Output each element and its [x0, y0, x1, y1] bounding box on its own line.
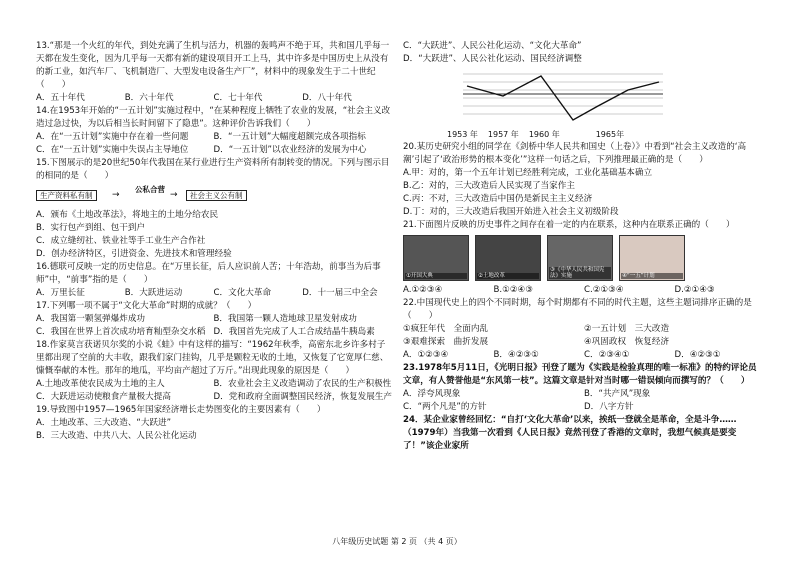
question-22: 22.中国现代史上的四个不同时期，每个时期都有不同的时代主题，这些主题词排序正确的是（ ）: [403, 298, 752, 321]
option[interactable]: D．“一五计划”以农业经济的发展为中心: [213, 145, 367, 155]
option[interactable]: B.乙：对的，三大改造后人民实现了当家作主: [403, 181, 575, 191]
year-label: 1960 年: [528, 130, 560, 139]
image-founding-ceremony: [403, 235, 469, 281]
question-14-options: [36, 131, 391, 144]
option[interactable]: A．颁布《土地改革法》，将地主的土地分给农民: [36, 210, 219, 220]
question-14-options-row2: [36, 144, 391, 157]
question-21-images: [403, 235, 765, 281]
question-13: 13.“那是一个火红的年代，到处充满了生机与活力，机器的轰鸣声不绝于耳，共和国几乎每一天都在发生变化，因为几乎每一天都有新的建设项目开工上马，其中许多是中国历史上从没有的新工业，如汽车厂、飞机制造厂、大型发电设备生产厂”，材料中的现象发生于二十世纪（ ）: [36, 41, 390, 90]
question-17: 17.下列哪一项不属于“文化大革命”时期的成就？（ ）: [36, 301, 257, 311]
question-16: 16.德联可反映一定的历史信息。在“万里长征，后人应识前人苦；十年浩劫，前事当为后事师”中，“前事”指的是（ ）: [36, 262, 381, 285]
option[interactable]: B．农业社会主义改造调动了农民的生产积极性: [213, 379, 392, 389]
question-22-items: [403, 323, 765, 336]
question-20: 20.某历史研究小组的同学在《剑桥中华人民共和国史（上卷）》中看到“社会主义改造的‘高潮’引起了‘政治形势的根本变化’”这样一句话之后，下列推理最正确的是（ ）: [403, 142, 747, 165]
option[interactable]: B．大跃进运动: [124, 288, 183, 298]
option[interactable]: C．“两个凡是”的方针: [403, 402, 487, 412]
option[interactable]: C．大跃进运动使粮食产量极大提高: [36, 392, 171, 402]
question-18: 18.作家莫言获诺贝尔奖的小说《蛙》中有这样的描写：“1962年秋季，高密东北乡许多村子里都出现了空前的大丰收，跟我们家门挂钩，几乎是颗粒无收的土地，又恢复了它宽厚仁慈、慷慨奉献的本性。那年的地瓜，平均亩产超过了万斤。”出现此现象的原因是（ ）: [36, 340, 389, 376]
chart-x-axis-labels: [447, 128, 765, 141]
page-footer: 八年级历史试题 第 2 页 （共 4 页）: [332, 537, 462, 546]
question-19: 19.导致图中1957—1965年国家经济增长走势图变化的主要因素有（ ）: [36, 405, 326, 415]
option[interactable]: C.丙：不对，三大改造后中国仍是新民主主义经济: [403, 194, 593, 204]
year-label: 1965年: [595, 130, 625, 139]
option[interactable]: A．万里长征: [36, 288, 85, 298]
option[interactable]: A.①②③④: [403, 285, 443, 295]
option[interactable]: C．“大跃进”、人民公社化运动、“文化大革命”: [403, 41, 582, 51]
option[interactable]: C．②③④①: [584, 350, 630, 360]
option[interactable]: D.②①④③: [674, 285, 715, 295]
option[interactable]: A.甲：对的，第一个五年计划已经胜利完成，工业化基础基本确立: [403, 168, 653, 178]
option[interactable]: C．在“一五计划”实施中失误占主导地位: [36, 145, 189, 155]
option[interactable]: A．在“一五计划”实施中存在着一些问题: [36, 132, 189, 142]
question-23: 23.1978年5月11日，《光明日报》刊登了题为《实践是检验真理的唯一标准》的特约评论员文章，有人赞誉他是“东风第一枝”。这篇文章是针对当时哪一错误倾向而撰写的？（ ）: [403, 363, 757, 386]
option[interactable]: A．土地改革、三大改造、“大跃进”: [36, 418, 172, 428]
question-18-options-row2: [36, 391, 391, 404]
arrow-icon: →: [170, 190, 178, 200]
option[interactable]: A．我国第一颗氢弹爆炸成功: [36, 314, 146, 324]
option[interactable]: C．成立缝纫社、铁业社等手工业生产合作社: [36, 236, 206, 246]
left-column: [36, 40, 391, 443]
question-21: 21.下面图片反映的历史事件之间存在着一定的内在联系，这种内在联系正确的（ ）: [403, 220, 735, 230]
option[interactable]: C.②①③④: [584, 285, 624, 295]
image-caption: ②土地改革: [477, 273, 539, 279]
ownership-flow-diagram: [36, 185, 391, 207]
option[interactable]: B.①②④③: [493, 285, 533, 295]
option[interactable]: D．创办经济特区，引进资金、先进技术和管理经验: [36, 249, 232, 259]
option[interactable]: B．实行包产到组、包干到户: [36, 223, 146, 233]
question-16-options: [36, 287, 391, 300]
question-24: 24．某企业家曾经回忆：“自打‘文化大革命’以来，挨纸一登就全是革命，全是斗争……（1979年）当我第一次看到《人民日报》竟然刊登了香港的文章时，我想气候真是要变了！”该企业家所: [403, 415, 737, 451]
option[interactable]: B．④②③①: [493, 350, 539, 360]
option[interactable]: D.丁：对的，三大改造后我国开始进入社会主义初级阶段: [403, 207, 619, 217]
theme-item: ④巩固政权 恢复经济: [584, 337, 670, 347]
option[interactable]: B．“一五计划”大幅度超额完成各项指标: [213, 132, 366, 142]
flow-box-private: 生产资料私有制: [36, 190, 97, 201]
question-18-options: [36, 378, 391, 391]
image-caption: ③《中华人民共和国宪法》实施: [549, 267, 611, 279]
image-constitution: [547, 235, 613, 281]
option[interactable]: A.土地改革使农民成为土地的主人: [36, 379, 165, 389]
option[interactable]: B．“共产风”现象: [584, 389, 651, 399]
option[interactable]: A．浮夸风现象: [403, 389, 461, 399]
theme-item: ③艰难探索 曲折发展: [403, 337, 489, 347]
option[interactable]: A．五十年代: [36, 93, 85, 103]
year-label: 1957 年: [487, 130, 519, 139]
year-label: 1953 年: [447, 130, 478, 139]
question-22-items-row2: [403, 336, 765, 349]
question-21-options: [403, 284, 765, 297]
option[interactable]: B．六十年代: [124, 93, 174, 103]
option[interactable]: C．我国在世界上首次成功培育籼型杂交水稻: [36, 327, 206, 337]
right-column: [403, 40, 765, 453]
option[interactable]: D．“大跃进”、人民公社化运动、国民经济调整: [403, 54, 582, 64]
image-caption: ④“一五”计划: [621, 273, 683, 279]
theme-item: ①疯狂年代 全面内乱: [403, 324, 489, 334]
economic-growth-chart: [423, 68, 683, 128]
economic-growth-line-svg: [423, 68, 683, 128]
question-13-options: [36, 92, 391, 105]
question-23-options: [403, 388, 765, 401]
option[interactable]: B．我国第一颗人造地球卫星发射成功: [213, 314, 357, 324]
option[interactable]: D．④②③①: [674, 350, 721, 360]
image-caption: ①开国大典: [405, 273, 467, 279]
option[interactable]: A．①②③④: [403, 350, 449, 360]
option[interactable]: D．八字方针: [584, 402, 634, 412]
flow-label-joint: 公私合营: [132, 185, 168, 194]
option[interactable]: D．十一届三中全会: [302, 288, 378, 298]
option[interactable]: D．我国首先完成了人工合成结晶牛胰岛素: [213, 327, 375, 337]
option[interactable]: C．七十年代: [213, 93, 263, 103]
question-17-options-row2: [36, 326, 391, 339]
image-five-year-plan-map: [619, 235, 685, 281]
option[interactable]: C．文化大革命: [213, 288, 272, 298]
flow-box-public: 社会主义公有制: [186, 190, 247, 201]
option[interactable]: D．八十年代: [302, 93, 352, 103]
theme-item: ②一五计划 三大改造: [584, 324, 670, 334]
question-23-options-row2: [403, 401, 765, 414]
question-15: 15.下图展示的是20世纪50年代我国在某行业进行生产资料所有制转变的情况。下列与图示目的相同的是（ ）: [36, 158, 390, 181]
question-17-options: [36, 313, 391, 326]
image-land-reform: [475, 235, 541, 281]
option[interactable]: B．三大改造、中共八大、人民公社化运动: [36, 431, 197, 441]
arrow-icon: →: [112, 190, 120, 200]
option[interactable]: D．党和政府全面调整国民经济，恢复发展生产: [213, 392, 392, 402]
question-14: 14.在1953年开始的“一五计划”实施过程中，“在某种程度上牺牲了农业的发展，“社会主义改造过急过快，为以后相当长时间留下了隐患”。这种评价告诉我们（ ）: [36, 106, 391, 129]
question-22-options: [403, 349, 765, 362]
